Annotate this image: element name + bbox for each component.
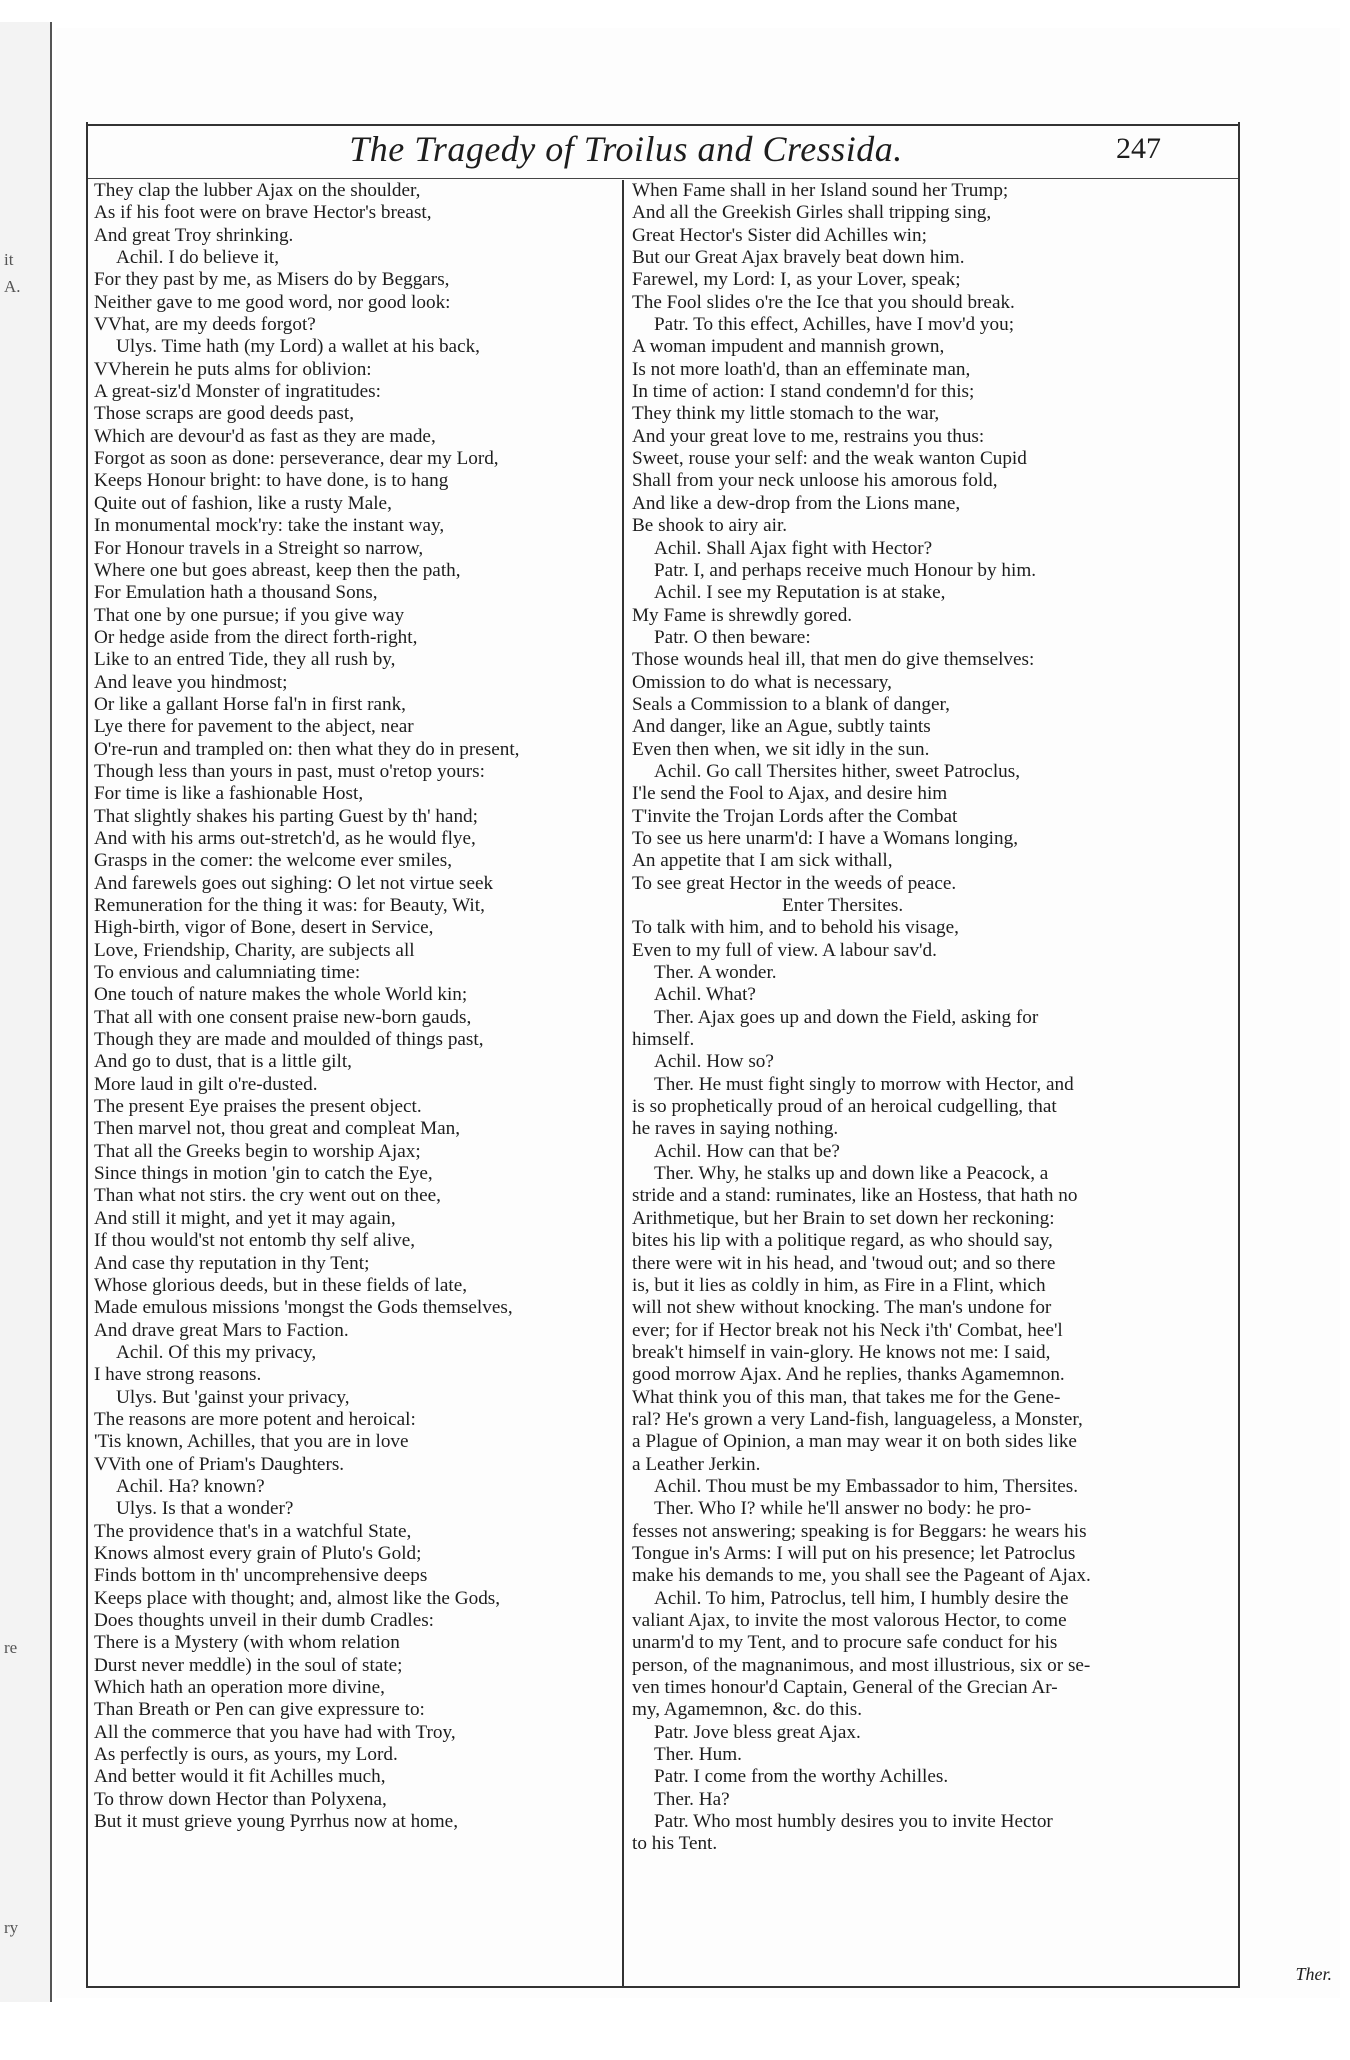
text-line: That slightly shakes his parting Guest by th' hand; (94, 805, 478, 827)
text-line: And like a dew-drop from the Lions mane, (632, 492, 961, 514)
text-line: And still it might, and yet it may again, (94, 1207, 396, 1229)
text-line: make his demands to me, you shall see the Pageant of Ajax. (632, 1565, 1091, 1587)
text-line: Ther. He must fight singly to morrow with Hector, and (654, 1073, 1074, 1095)
text-line: Patr. To this effect, Achilles, have I mov'd you; (654, 314, 1015, 336)
text-line: Patr. O then beware: (654, 626, 811, 648)
text-line: Ther. Why, he stalks up and down like a Peacock, a (654, 1163, 1049, 1185)
text-line: Achil. What? (654, 984, 756, 1006)
text-line: Grasps in the comer: the welcome ever smiles, (94, 850, 453, 872)
text-line: And danger, like an Ague, subtly taints (632, 716, 931, 738)
text-line: Like to an entred Tide, they all rush by, (94, 649, 396, 671)
text-line: there were wit in his head, and 'twoud out; and so there (632, 1252, 1056, 1274)
catchword: Ther. (1295, 1964, 1332, 1984)
text-line: Patr. I come from the worthy Achilles. (654, 1766, 949, 1788)
text-line: Which hath an operation more divine, (94, 1677, 385, 1699)
text-line: An appetite that I am sick withall, (632, 850, 893, 872)
text-line: And all the Greekish Girles shall tripping sing, (632, 202, 992, 224)
text-line: Enter Thersites. (782, 895, 904, 916)
right-column (632, 180, 1230, 1856)
text-line: bites his lip with a politique regard, as who should say, (632, 1230, 1053, 1252)
text-line: Neither gave to me good word, nor good look: (94, 291, 451, 313)
text-line: Arithmetique, but her Brain to set down her reckoning: (632, 1207, 1055, 1229)
text-line: to his Tent. (632, 1833, 718, 1855)
text-line: Ulys. Is that a wonder? (116, 1498, 294, 1520)
text-line: I'le send the Fool to Ajax, and desire him (632, 783, 948, 805)
text-line: will not shew without knocking. The man's undone for (632, 1297, 1052, 1319)
text-line: Achil. Go call Thersites hither, sweet Patroclus, (654, 760, 1021, 782)
text-line: For time is like a fashionable Host, (94, 783, 364, 805)
text-line: They clap the lubber Ajax on the shoulder, (94, 180, 421, 201)
text-line: VVith one of Priam's Daughters. (94, 1453, 345, 1475)
text-line: In monumental mock'ry: take the instant way, (94, 515, 445, 537)
text-line: Though less than yours in past, must o'retop yours: (94, 760, 485, 782)
text-line: The Fool slides o're the Ice that you should break. (632, 291, 1015, 313)
text-line: The providence that's in a watchful State, (94, 1520, 412, 1542)
text-line: But it must grieve young Pyrrhus now at home, (94, 1811, 459, 1833)
text-line: Ther. Ajax goes up and down the Field, asking for (654, 1006, 1039, 1028)
text-line: Achil. Shall Ajax fight with Hector? (654, 537, 933, 559)
text-line: Those scraps are good deeds past, (94, 403, 355, 425)
text-line: More laud in gilt o're-dusted. (94, 1073, 318, 1095)
text-line: Achil. Of this my privacy, (116, 1341, 317, 1363)
text-line: And better would it fit Achilles much, (94, 1766, 386, 1788)
text-line: Ther. A wonder. (654, 962, 777, 984)
text-line: Whose glorious deeds, but in these fields of late, (94, 1274, 468, 1296)
text-line: Ulys. But 'gainst your privacy, (116, 1386, 350, 1408)
text-line: But our Great Ajax bravely beat down him. (632, 247, 965, 269)
text-line: Ther. Ha? (654, 1788, 730, 1810)
text-line: That all with one consent praise new-born gauds, (94, 1006, 472, 1028)
text-line: Omission to do what is necessary, (632, 671, 892, 693)
text-line: Than what not stirs. the cry went out on thee, (94, 1185, 441, 1207)
text-line: Be shook to airy air. (632, 515, 788, 537)
text-line: Or hedge aside from the direct forth-right, (94, 626, 418, 648)
text-line: All the commerce that you have had with Troy, (94, 1721, 456, 1743)
text-line: To envious and calumniating time: (94, 962, 361, 984)
text-line: T'invite the Trojan Lords after the Combat (632, 805, 958, 827)
text-line: VVhat, are my deeds forgot? (94, 314, 316, 336)
text-line: my, Agamemnon, &c. do this. (632, 1699, 863, 1721)
text-line: ven times honour'd Captain, General of the Grecian Ar- (632, 1677, 1058, 1699)
running-title: The Tragedy of Troilus and Cressida. (349, 129, 903, 169)
text-line: Achil. Ha? known? (116, 1475, 265, 1497)
text-line: Even then when, we sit idly in the sun. (632, 738, 930, 760)
text-line: Ther. Hum. (654, 1744, 742, 1766)
text-line: In time of action: I stand condemn'd for this; (632, 381, 975, 403)
previous-page-fragment: re (4, 1638, 18, 1657)
text-line: And your great love to me, restrains you thus: (632, 425, 985, 447)
text-line: And farewels goes out sighing: O let not virtue seek (94, 872, 494, 894)
text-line: Quite out of fashion, like a rusty Male, (94, 492, 392, 514)
text-line: a Plague of Opinion, a man may wear it on both sides like (632, 1431, 1077, 1453)
text-line: Which are devour'd as fast as they are made, (94, 425, 436, 447)
text-line: Achil. I see my Reputation is at stake, (654, 582, 946, 604)
text-line: Tongue in's Arms: I will put on his presence; let Patroclus (632, 1542, 1076, 1564)
text-line: That one by one pursue; if you give way (94, 604, 405, 626)
text-line: good morrow Ajax. And he replies, thanks Agamemnon. (632, 1364, 1065, 1386)
text-line: fesses not answering; speaking is for Beggars: he wears his (632, 1520, 1087, 1542)
text-line: Achil. Thou must be my Embassador to him, Thersites. (654, 1475, 1079, 1497)
text-line: Sweet, rouse your self: and the weak wanton Cupid (632, 448, 1027, 470)
text-line: I have strong reasons. (94, 1364, 262, 1386)
text-line: is so prophetically proud of an heroical cudgelling, that (632, 1096, 1057, 1118)
text-line: The present Eye praises the present object. (94, 1096, 422, 1118)
text-line: O're-run and trampled on: then what they do in present, (94, 738, 520, 760)
text-line: That all the Greeks begin to worship Ajax; (94, 1140, 421, 1162)
text-line: Is not more loath'd, than an effeminate man, (632, 358, 971, 380)
text-line: For Honour travels in a Streight so narrow, (94, 537, 424, 559)
text-line: VVherein he puts alms for oblivion: (94, 358, 372, 380)
text-line: Where one but goes abreast, keep then the path, (94, 559, 461, 581)
text-line: Keeps place with thought; and, almost like the Gods, (94, 1587, 501, 1609)
text-line: Keeps Honour bright: to have done, is to hang (94, 470, 449, 492)
text-line: And drave great Mars to Faction. (94, 1319, 349, 1341)
text-line: Achil. How can that be? (654, 1140, 840, 1162)
text-line: Knows almost every grain of Pluto's Gold; (94, 1542, 422, 1564)
text-line: To see great Hector in the weeds of peace. (632, 872, 957, 894)
text-line: is, but it lies as coldly in him, as Fire in a Flint, which (632, 1274, 1046, 1296)
text-line: stride and a stand: ruminates, like an Hostess, that hath no (632, 1185, 1078, 1207)
text-line: unarm'd to my Tent, and to procure safe conduct for his (632, 1632, 1058, 1654)
text-line: Does thoughts unveil in their dumb Cradles: (94, 1610, 435, 1631)
text-line: Patr. I, and perhaps receive much Honour by him. (654, 559, 1037, 581)
text-line: Lye there for pavement to the abject, near (94, 716, 414, 738)
text-line: valiant Ajax, to invite the most valorous Hector, to come (632, 1610, 1067, 1631)
text-line: There is a Mystery (with whom relation (94, 1632, 400, 1654)
text-line: Ulys. Time hath (my Lord) a wallet at his back, (116, 336, 480, 358)
text-line: Forgot as soon as done: perseverance, dear my Lord, (94, 448, 499, 470)
text-line: If thou would'st not entomb thy self alive, (94, 1230, 416, 1252)
text-line: High-birth, vigor of Bone, desert in Service, (94, 917, 434, 939)
text-line: ever; for if Hector break not his Neck i'th' Combat, hee'l (632, 1319, 1063, 1341)
column-divider (622, 180, 624, 1986)
text-line: Though they are made and moulded of things past, (94, 1029, 484, 1051)
text-line: As if his foot were on brave Hector's breast, (94, 202, 432, 224)
text-line: Those wounds heal ill, that men do give themselves: (632, 649, 1035, 671)
text-line: Finds bottom in th' uncomprehensive deeps (94, 1565, 428, 1587)
text-line: 'Tis known, Achilles, that you are in love (94, 1431, 409, 1453)
text-line: And great Troy shrinking. (94, 224, 294, 246)
text-line: Seals a Commission to a blank of danger, (632, 693, 950, 715)
text-line: he raves in saying nothing. (632, 1118, 839, 1140)
text-line: For they past by me, as Misers do by Beggars, (94, 269, 450, 291)
text-line: Great Hector's Sister did Achilles win; (632, 224, 927, 246)
text-line: Then marvel not, thou great and compleat Man, (94, 1118, 461, 1140)
text-line: Love, Friendship, Charity, are subjects all (94, 939, 415, 961)
text-line: The reasons are more potent and heroical: (94, 1408, 416, 1430)
text-line: And with his arms out-stretch'd, as he would flye, (94, 827, 476, 849)
text-line: Farewel, my Lord: I, as your Lover, speak; (632, 269, 961, 291)
previous-page-fragment: ry (4, 1918, 19, 1937)
text-line: As perfectly is ours, as yours, my Lord. (94, 1744, 398, 1766)
text-line: To throw down Hector than Polyxena, (94, 1788, 387, 1810)
page-number: 247 (1116, 132, 1161, 165)
text-line: Achil. I do believe it, (116, 247, 280, 269)
text-line: A woman impudent and mannish grown, (632, 336, 945, 358)
text-line: And go to dust, that is a little gilt, (94, 1051, 352, 1073)
text-line: Patr. Who most humbly desires you to invite Hector (654, 1811, 1053, 1833)
text-line: Than Breath or Pen can give expressure to: (94, 1699, 425, 1721)
previous-page-fragment: it (4, 250, 14, 269)
previous-page-fragment: A. (4, 277, 21, 296)
text-line: Durst never meddle) in the soul of state; (94, 1654, 403, 1676)
text-line: To see us here unarm'd: I have a Womans longing, (632, 827, 1018, 849)
text-line: Ther. Who I? while he'll answer no body: he pro- (654, 1498, 1032, 1520)
text-line: Shall from your neck unloose his amorous fold, (632, 470, 998, 492)
text-line: For Emulation hath a thousand Sons, (94, 582, 378, 604)
text-line: Patr. Jove bless great Ajax. (654, 1721, 861, 1743)
text-line: To talk with him, and to behold his visage, (632, 917, 959, 939)
text-line: They think my little stomach to the war, (632, 403, 940, 425)
text-line: A great-siz'd Monster of ingratitudes: (94, 381, 381, 403)
book-page (56, 28, 1340, 1998)
text-line: person, of the magnanimous, and most illustrious, six or se- (632, 1654, 1091, 1676)
text-line: And case thy reputation in thy Tent; (94, 1252, 370, 1274)
text-line: a Leather Jerkin. (632, 1453, 761, 1475)
previous-page-edge (0, 22, 52, 2002)
text-line: Achil. How so? (654, 1051, 774, 1073)
text-line: Made emulous missions 'mongst the Gods themselves, (94, 1297, 513, 1319)
text-line: Or like a gallant Horse fal'n in first rank, (94, 693, 406, 715)
text-line: Even to my full of view. A labour sav'd. (632, 939, 937, 961)
text-line: When Fame shall in her Island sound her Trump; (632, 180, 1009, 201)
text-line: My Fame is shrewdly gored. (632, 604, 853, 626)
text-line: What think you of this man, that takes me for the Gene- (632, 1386, 1061, 1408)
text-line: break't himself in vain-glory. He knows not me: I said, (632, 1341, 1051, 1363)
text-line: himself. (632, 1029, 695, 1051)
text-line: And leave you hindmost; (94, 671, 288, 693)
left-column (94, 180, 618, 1833)
text-line: Achil. To him, Patroclus, tell him, I humbly desire the (654, 1587, 1069, 1609)
text-line: One touch of nature makes the whole World kin; (94, 984, 468, 1006)
text-line: Remuneration for the thing it was: for Beauty, Wit, (94, 895, 485, 916)
text-line: Since things in motion 'gin to catch the Eye, (94, 1163, 433, 1185)
text-line: ral? He's grown a very Land-fish, languageless, a Monster, (632, 1408, 1083, 1430)
